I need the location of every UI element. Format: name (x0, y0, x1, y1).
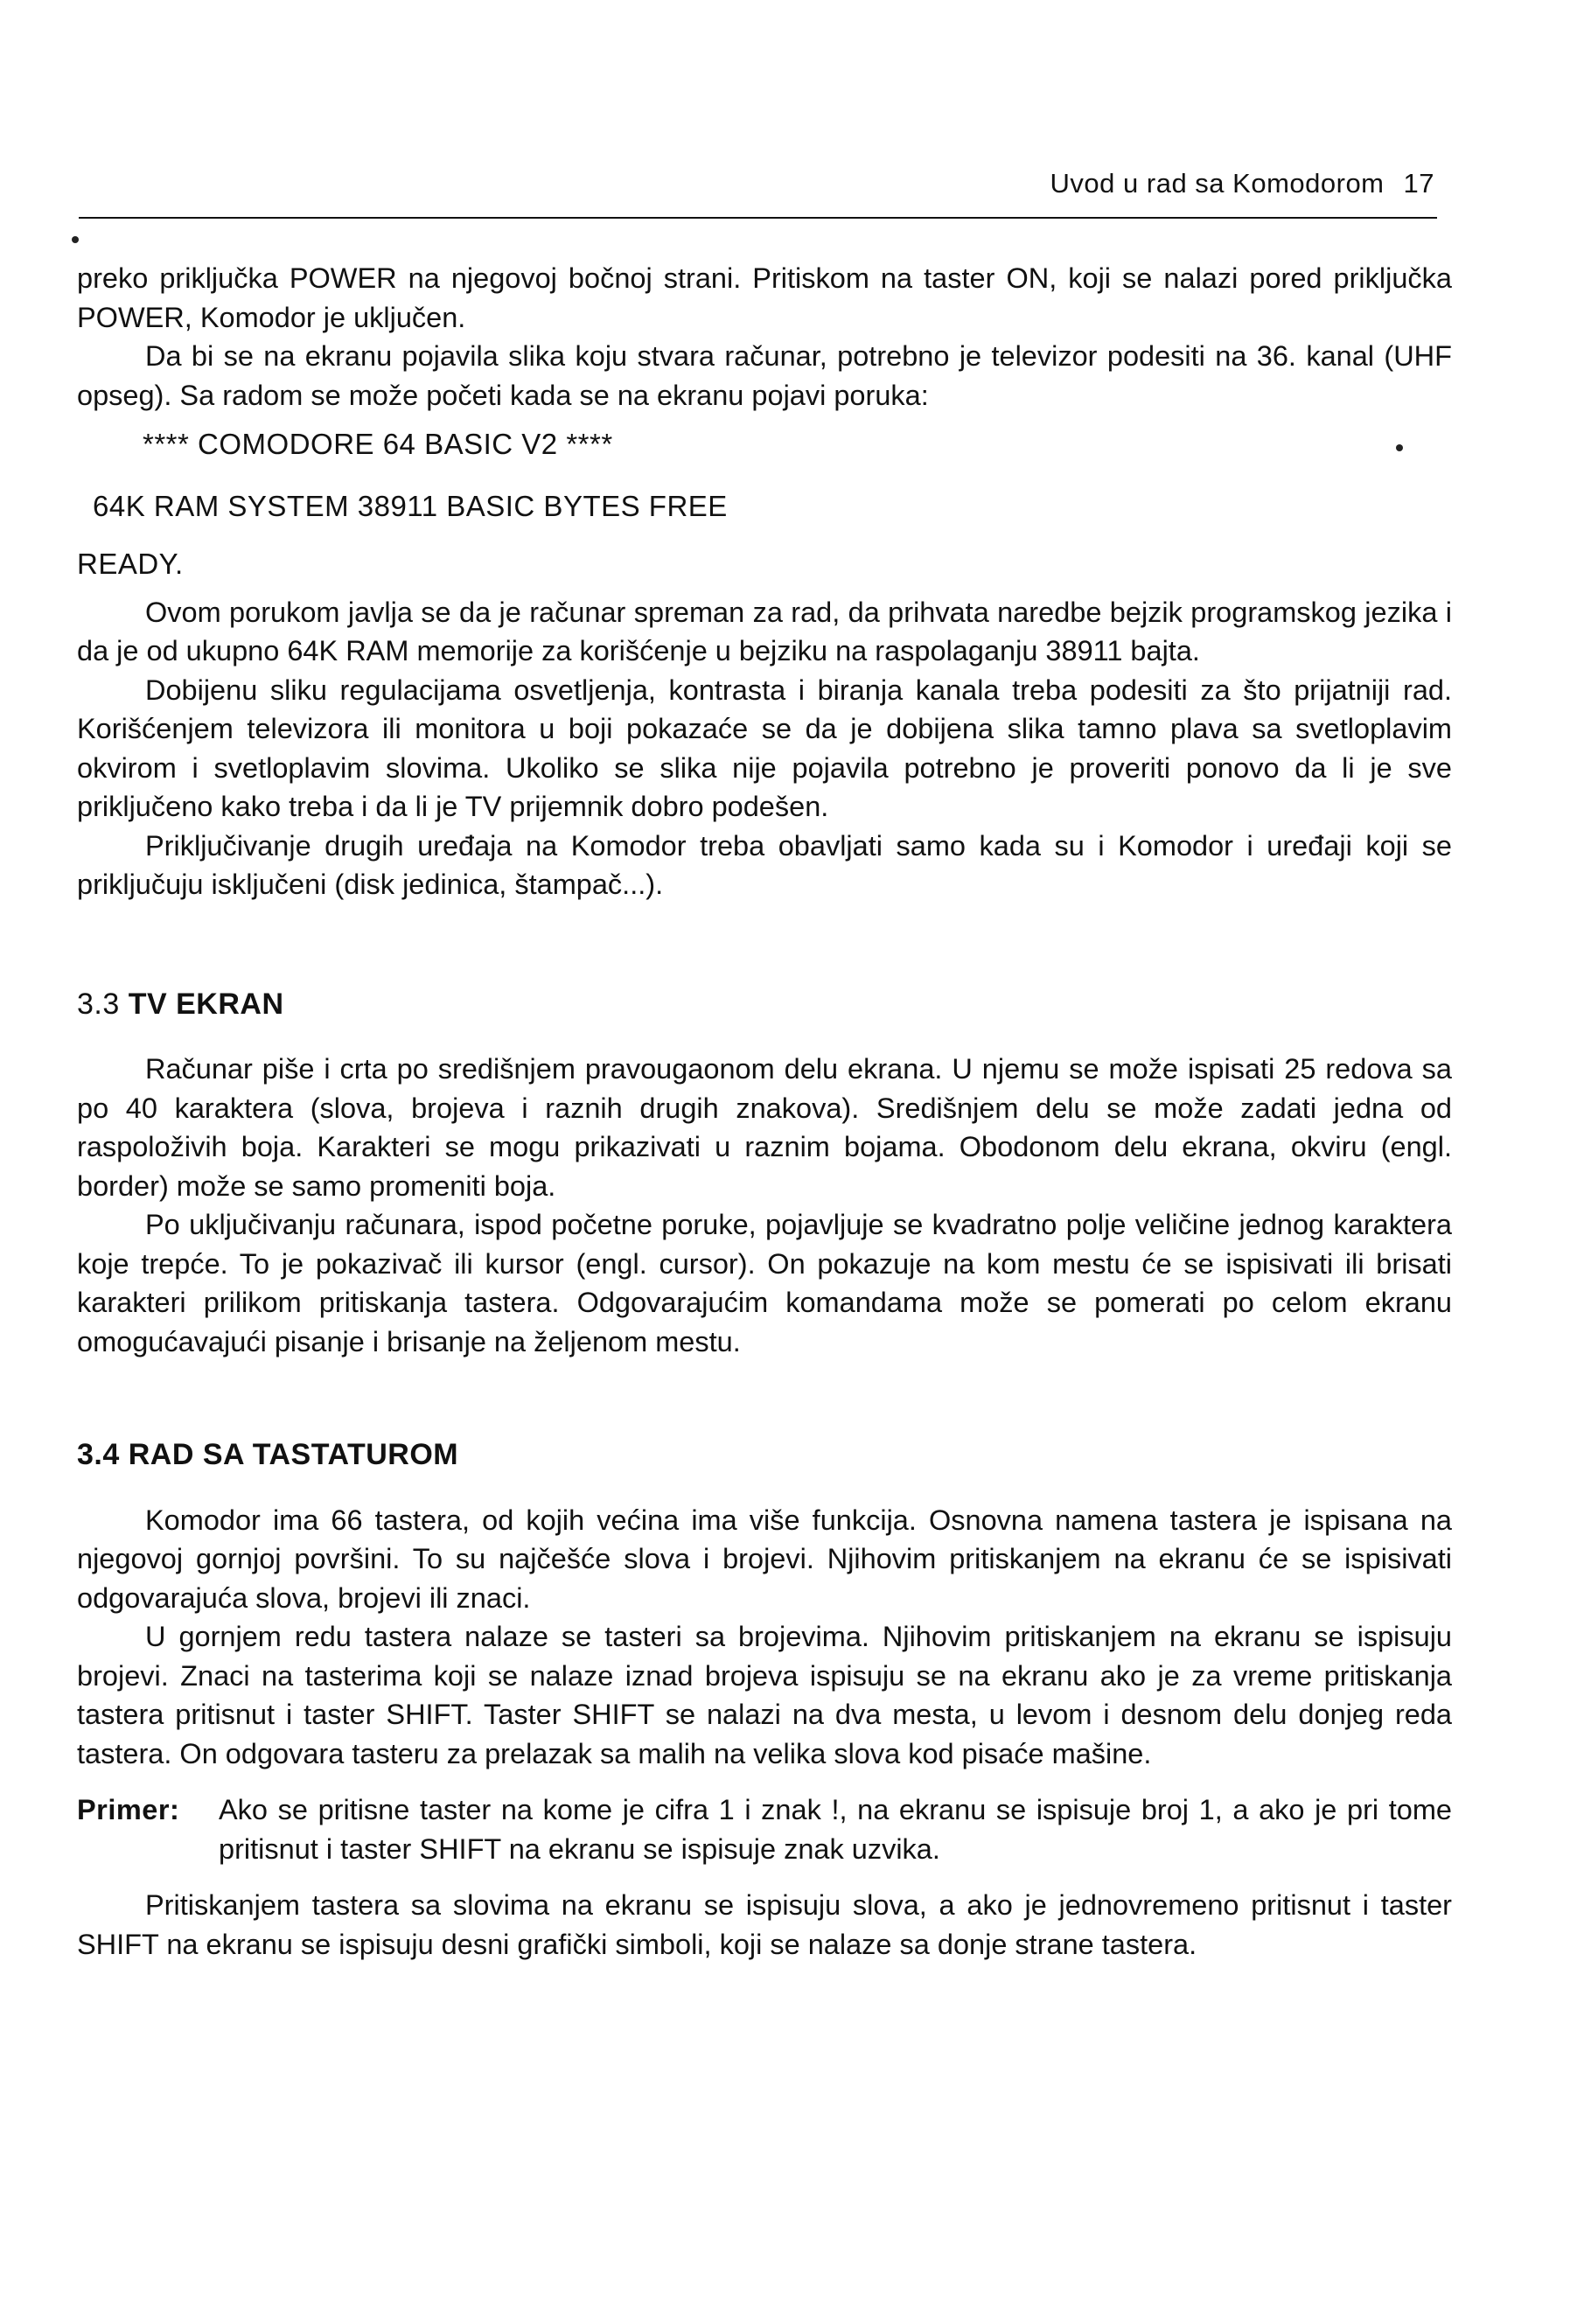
section-3-4-paragraph-3: Pritiskanjem tastera sa slovima na ekranu se ispisuju slova, a ako je jednovremeno pritisnut i taster SHIFT na ekranu se ispisuju desni grafički simboli, koji se nalaze sa donje strane tastera. (77, 1889, 1452, 1960)
section-number: 3.3 (77, 987, 120, 1021)
intro-paragraph-5: Priključivanje drugih uređaja na Komodor treba obavljati samo kada su i Komodor i uređaji koji se priključuju isključeni (disk jedinica, štampač...). (77, 829, 1452, 900)
print-speck (72, 236, 79, 243)
example-text: Ako se pritisne taster na kome je cifra 1 i znak !, na ekranu se ispisuje broj 1, a ako je pri tome pritisnut i taster SHIFT na ekranu se ispisuje znak uzvika. (219, 1794, 1452, 1865)
example-block (77, 1790, 1452, 1868)
example-label: Primer: (77, 1794, 180, 1825)
section-3-4-paragraph-2: U gornjem redu tastera nalaze se tasteri sa brojevima. Njihovim pritiskanjem na ekranu se ispisuju brojevi. Znaci na tasterima koji se nalaze iznad brojeva ispisuju se na ekranu ako je za vreme pritiskanja tastera pritisnut i taster SHIFT. Taster SHIFT se nalazi na dva mesta, u levom i desnom delu donjeg reda tastera. On odgovara tasteru za prelazak sa malih na velika slova kod pisaće mašine. (77, 1621, 1452, 1769)
screen-message-line-2: 64K RAM SYSTEM 38911 BASIC BYTES FREE (93, 489, 728, 522)
intro-paragraph-2: Da bi se na ekranu pojavila slika koju stvara računar, potrebno je televizor podesiti na 36. kanal (UHF opseg). Sa radom se može početi kada se na ekranu pojavi poruka: (77, 340, 1452, 411)
section-heading-3-3 (77, 985, 1452, 1024)
intro-paragraph-1: preko priključka POWER na njegovoj bočnoj strani. Pritiskom na taster ON, koji se nalazi pored priključka POWER, Komodor je uključen. (77, 262, 1452, 333)
section-3-3-paragraph-2: Po uključivanju računara, ispod početne poruke, pojavljuje se kvadratno polje veličine jednog karaktera koje trepće. To je pokazivač ili kursor (engl. cursor). On pokazuje na kom mestu će se ispisivati ili brisati karakteri prilikom pritiskanja tastera. Odgovarajućim komandama može se pomerati po celom ekranu omogućavajući pisanje i brisanje na željenom mestu. (77, 1209, 1452, 1357)
running-title: Uvod u rad sa Komodorom (1050, 168, 1385, 199)
header-rule (79, 217, 1437, 219)
screen-message-line-1: **** COMODORE 64 BASIC V2 **** (143, 428, 613, 460)
screen-message-line-3: READY. (77, 548, 184, 580)
section-title: TV EKRAN (128, 987, 284, 1021)
section-3-3-paragraph-1: Računar piše i crta po središnjem pravougaonom delu ekrana. U njemu se može ispisati 25 redova sa po 40 karaktera (slova, brojeva i raznih drugih znakova). Središnjem delu se može zadati jedna od raspoloživih boja. Karakteri se mogu prikazivati u raznim bojama. Obodonom delu ekrana, okviru (engl. border) može se samo promeniti boja. (77, 1053, 1452, 1202)
page-number: 17 (1403, 168, 1434, 199)
running-header (1050, 168, 1434, 199)
intro-paragraph-3: Ovom porukom javlja se da je računar spreman za rad, da prihvata naredbe bejzik programskog jezika i da je od ukupno 64K RAM memorije za korišćenje u bejziku na raspolaganju 38911 bajta. (77, 596, 1452, 666)
section-heading-3-4: 3.4 RAD SA TASTATUROM (77, 1438, 459, 1471)
page-body (77, 259, 1452, 1964)
section-3-4-paragraph-1: Komodor ima 66 tastera, od kojih većina ima više funkcija. Osnovna namena tastera je ispisana na njegovoj gornjoj površini. To su najčešće slova i brojevi. Njihovim pritiskanjem na ekranu će se ispisivati odgovarajuća slova, brojevi ili znaci. (77, 1504, 1452, 1614)
intro-paragraph-4: Dobijenu sliku regulacijama osvetljenja, kontrasta i biranja kanala treba podesiti za što prijatniji rad. Korišćenjem televizora ili monitora u boji pokazaće se da je dobijena slika tamno plava sa svetloplavim okvirom i svetloplavim slovima. Ukoliko se slika nije pojavila potrebno je proveriti ponovo da li je sve priključeno kako treba i da li je TV prijemnik dobro podešen. (77, 673, 1452, 822)
